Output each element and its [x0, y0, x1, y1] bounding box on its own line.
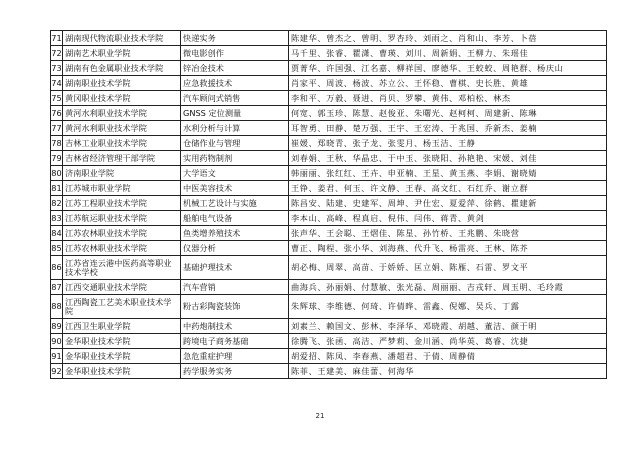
table-row	[51, 181, 607, 196]
row-number: 81	[51, 181, 63, 196]
school-cell: 江苏城市职业学院	[63, 181, 181, 196]
table-row	[51, 319, 607, 334]
row-number: 79	[51, 151, 63, 166]
team-cell: 耳智勇、田静、楚万强、王宇、王宏涛、于兆国、乔新杰、姜楠	[289, 121, 607, 136]
team-cell: 王铮、姜君、何玉、许文静、王春、高文红、石红乔、谢立群	[289, 181, 607, 196]
award-table	[50, 30, 607, 379]
school-cell: 江苏农林职业技术学院	[63, 226, 181, 241]
team-cell: 曲海兵、孙丽娟、付慧敏、张光磊、周丽丽、吉戎轩、周玉明、毛玲霞	[289, 280, 607, 295]
project-cell: 鱼类增养殖技术	[181, 226, 289, 241]
row-number: 77	[51, 121, 63, 136]
school-cell: 吉林省经济管理干部学院	[63, 151, 181, 166]
row-number: 75	[51, 91, 63, 106]
row-number: 92	[51, 364, 63, 379]
table-row	[51, 334, 607, 349]
row-number: 90	[51, 334, 63, 349]
project-cell: 中医美容技术	[181, 181, 289, 196]
project-cell: 实用药物制剂	[181, 151, 289, 166]
table-body	[51, 31, 607, 379]
table-row	[51, 211, 607, 226]
team-cell: 陈建华、曾杰之、曾明、罗杏玲、刘雨之、肖和山、李芳、卜蓓	[289, 31, 607, 46]
table-row	[51, 46, 607, 61]
row-number: 87	[51, 280, 63, 295]
project-cell: 基础护理技术	[181, 256, 289, 280]
team-cell: 何宽、郭玉珍、陈慧、赵俊亚、朱曙光、赵柯柯、周建新、陈琳	[289, 106, 607, 121]
table-row	[51, 151, 607, 166]
school-cell: 湖南现代物流职业技术学院	[63, 31, 181, 46]
project-cell: 汽车顾问式销售	[181, 91, 289, 106]
row-number: 78	[51, 136, 63, 151]
school-cell: 金华职业技术学院	[63, 349, 181, 364]
project-cell: GNSS 定位测量	[181, 106, 289, 121]
project-cell: 药学服务实务	[181, 364, 289, 379]
team-cell: 刘素兰、赖国文、彭林、李泽华、邓晓霞、胡越、董洁、颜于明	[289, 319, 607, 334]
project-cell: 急危重症护理	[181, 349, 289, 364]
table-row	[51, 121, 607, 136]
school-cell: 黄河水利职业技术学院	[63, 106, 181, 121]
school-cell: 江苏省连云港中医药高等职业技术学校	[63, 256, 181, 280]
row-number: 89	[51, 319, 63, 334]
team-cell: 肖家平、周波、杨波、苏立公、王怀稳、曹棋、史长胜、黄雄	[289, 76, 607, 91]
project-cell: 快递实务	[181, 31, 289, 46]
school-cell: 济南职业学院	[63, 166, 181, 181]
team-cell: 张声华、王会聪、王熠佳、陈星、孙竹桥、王兆鹏、朱晓营	[289, 226, 607, 241]
row-number: 91	[51, 349, 63, 364]
team-cell: 李本山、高峰、程真启、倪伟、闫伟、蒋青、黄剑	[289, 211, 607, 226]
project-cell: 水利分析与计算	[181, 121, 289, 136]
team-cell: 崔媛、郑晓青、张子龙、张雯月、杨玉洁、王静	[289, 136, 607, 151]
table-row	[51, 241, 607, 256]
project-cell: 机械工艺设计与实施	[181, 196, 289, 211]
row-number: 74	[51, 76, 63, 91]
table-row	[51, 136, 607, 151]
row-number: 76	[51, 106, 63, 121]
row-number: 83	[51, 211, 63, 226]
row-number: 71	[51, 31, 63, 46]
school-cell: 江苏农林职业技术学院	[63, 241, 181, 256]
team-cell: 曹正、陶程、张小华、刘海燕、代升飞、杨雷亮、王林、陈芥	[289, 241, 607, 256]
project-cell: 船舶电气设备	[181, 211, 289, 226]
school-cell: 江西卫生职业学院	[63, 319, 181, 334]
team-cell: 马千里、张睿、瞿潇、曹瑛、刘川、周新娟、王柳力、朱瑶佳	[289, 46, 607, 61]
table-row	[51, 166, 607, 181]
row-number: 84	[51, 226, 63, 241]
table-row	[51, 295, 607, 319]
table-row	[51, 196, 607, 211]
school-cell: 江苏工程职业技术学院	[63, 196, 181, 211]
school-cell: 吉林工业职业技术学院	[63, 136, 181, 151]
team-cell: 陈菲、王建美、麻佳蕾、何海华	[289, 364, 607, 379]
team-cell: 韩丽丽、张红红、王卉、申亚楠、王星、黄玉燕、李娟、谢晓婧	[289, 166, 607, 181]
project-cell: 粉古彩陶瓷装饰	[181, 295, 289, 319]
row-number: 85	[51, 241, 63, 256]
school-cell: 江西陶瓷工艺美术职业技术学院	[63, 295, 181, 319]
table-row	[51, 364, 607, 379]
project-cell: 微电影创作	[181, 46, 289, 61]
project-cell: 应急救援技术	[181, 76, 289, 91]
table-row	[51, 256, 607, 280]
school-cell: 湖南有色金属职业技术学院	[63, 61, 181, 76]
page-number: 21	[315, 412, 325, 420]
team-cell: 刘春娟、王秋、华晶忠、于中玉、张晓阳、孙艳艳、宋媛、刘佳	[289, 151, 607, 166]
table-row	[51, 280, 607, 295]
project-cell: 锌冶金技术	[181, 61, 289, 76]
project-cell: 仓储作业与管理	[181, 136, 289, 151]
table-row	[51, 349, 607, 364]
school-cell: 湖南职业技术学院	[63, 76, 181, 91]
team-cell: 徐腾飞、张函、高洁、严梦莉、金川涵、尚华英、葛睿、沈捷	[289, 334, 607, 349]
row-number: 88	[51, 295, 63, 319]
table-row	[51, 31, 607, 46]
table-row	[51, 61, 607, 76]
team-cell: 胡爱招、陈凤、李春燕、潘超君、于倩、周静倩	[289, 349, 607, 364]
project-cell: 跨境电子商务基础	[181, 334, 289, 349]
team-cell: 朱辉球、李维德、何琦、许倩晔、雷鑫、倪娜、吴兵、丁露	[289, 295, 607, 319]
table-row	[51, 76, 607, 91]
team-cell: 李和平、万毅、聂进、肖贝、罗攀、黄伟、邓柏松、林杰	[289, 91, 607, 106]
school-cell: 江苏航运职业技术学院	[63, 211, 181, 226]
team-cell: 陈昌安、陆建、史建军、周坤、尹仕宏、夏爱萍、徐鹤、瞿建新	[289, 196, 607, 211]
school-cell: 湖南艺术职业学院	[63, 46, 181, 61]
project-cell: 汽车营销	[181, 280, 289, 295]
school-cell: 金华职业技术学院	[63, 364, 181, 379]
row-number: 72	[51, 46, 63, 61]
school-cell: 江西交通职业技术学院	[63, 280, 181, 295]
project-cell: 仪器分析	[181, 241, 289, 256]
team-cell: 胡必梅、周翠、高苗、于娇娇、匡立娟、陈雁、石雷、罗文平	[289, 256, 607, 280]
row-number: 86	[51, 256, 63, 280]
project-cell: 大学语文	[181, 166, 289, 181]
table-row	[51, 106, 607, 121]
table-row	[51, 91, 607, 106]
row-number: 80	[51, 166, 63, 181]
project-cell: 中药炮制技术	[181, 319, 289, 334]
school-cell: 黄河水利职业技术学院	[63, 121, 181, 136]
team-cell: 贾菁华、许国强、江名嘉、柳祥国、廖德华、王蛟蛟、周艳群、杨庆山	[289, 61, 607, 76]
row-number: 73	[51, 61, 63, 76]
school-cell: 金华职业技术学院	[63, 334, 181, 349]
table-row	[51, 226, 607, 241]
row-number: 82	[51, 196, 63, 211]
school-cell: 黄冈职业技术学院	[63, 91, 181, 106]
